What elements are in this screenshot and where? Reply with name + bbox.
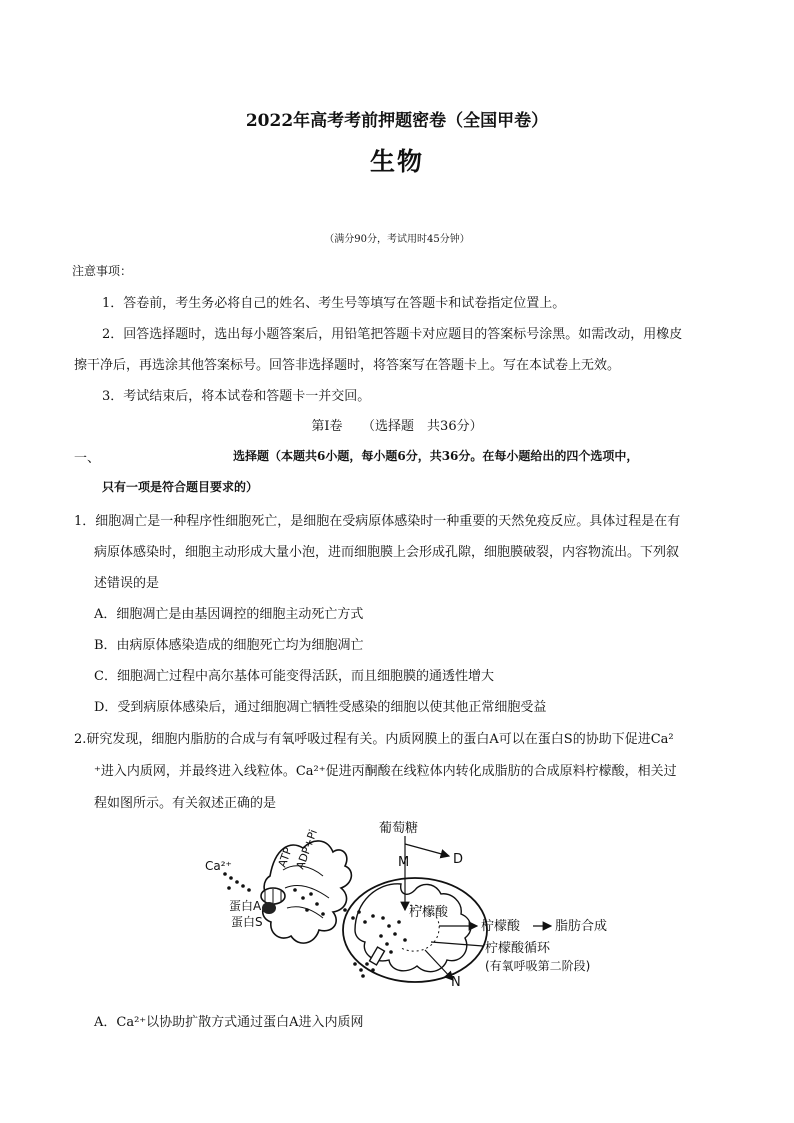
q1-stem: 病原体感染时，细胞主动形成大量小泡，进而细胞膜上会形成孔隙，细胞膜破裂，内容物流出。下列叙 (94, 545, 680, 560)
q2-stem: 2.研究发现，细胞内脂肪的合成与有氧呼吸过程有关。内质网膜上的蛋白A可以在蛋白S的协助下促进Ca² (74, 732, 674, 747)
label-ca: Ca²⁺ (205, 859, 232, 873)
q2-option-a: A．Ca²⁺以协助扩散方式通过蛋白A进入内质网 (94, 1015, 364, 1030)
q1-option-b: B．由病原体感染造成的细胞死亡均为细胞凋亡 (94, 638, 364, 653)
q2-stem: 程如图所示。有关叙述正确的是 (94, 796, 277, 811)
label-cycle-note: (有氧呼吸第二阶段) (485, 959, 591, 973)
notice-item: 3．考试结束后，将本试卷和答题卡一并交回。 (102, 389, 371, 404)
label-cycle: 柠檬酸循环 (485, 941, 551, 956)
label-glucose: 葡萄糖 (379, 821, 419, 836)
label-citrate-inside: 柠檬酸 (409, 905, 449, 920)
label-d: D (453, 852, 464, 867)
q1-option-d: D．受到病原体感染后，通过细胞凋亡牺牲受感染的细胞以使其他正常细胞受益 (94, 700, 547, 715)
section-title: 第Ⅰ卷 （选择题 共36分） (311, 419, 483, 434)
q1-stem: 1．细胞凋亡是一种程序性细胞死亡，是细胞在受病原体感染时一种重要的天然免疫反应。具体过程是在有 (74, 514, 681, 529)
exam-meta: （满分90分，考试用时45分钟） (324, 234, 470, 245)
notice-item: 1．答卷前，考生务必将自己的姓名、考生号等填写在答题卡和试卷指定位置上。 (102, 296, 566, 311)
label-citrate-out: 柠檬酸 (481, 919, 521, 934)
subject-title: 生物 (369, 147, 424, 176)
q1-option-c: C．细胞凋亡过程中高尔基体可能变得活跃，而且细胞膜的通透性增大 (94, 669, 494, 684)
notice-item: 2．回答选择题时，选出每小题答案后，用铅笔把答题卡对应题目的答案标号涂黑。如需改动，用橡皮 (102, 327, 683, 342)
mitochondrion-outer (343, 878, 487, 982)
mitochondria-diagram (195, 818, 615, 993)
section-intro: 选择题（本题共6小题，每小题6分，共36分。在每小题给出的四个选项中， (233, 449, 639, 463)
paper-title: 2022年高考考前押题密卷（全国甲卷） (245, 111, 549, 131)
label-m: M (398, 855, 410, 870)
q1-option-a: A．细胞凋亡是由基因调控的细胞主动死亡方式 (94, 607, 364, 622)
q1-stem: 述错误的是 (94, 576, 160, 591)
label-n: N (451, 975, 461, 990)
protein-s-shape (262, 902, 276, 914)
section-intro: 只有一项是符合题目要求的） (102, 480, 259, 494)
section-number: 一、 (74, 451, 101, 466)
label-fat: 脂肪合成 (555, 919, 608, 934)
q2-stem: ⁺进入内质网，并最终进入线粒体。Ca²⁺促进丙酮酸在线粒体内转化成脂肪的合成原料柠檬酸，相关过 (94, 764, 677, 779)
notice-item: 擦干净后，再选涂其他答案标号。回答非选择题时，将答案写在答题卡上。写在本试卷上无效。 (74, 358, 621, 373)
label-protein-s: 蛋白S (231, 915, 263, 929)
label-adp: ADP+Pi (293, 827, 320, 872)
notice-heading: 注意事项： (72, 264, 133, 278)
label-atp: ATP (275, 845, 295, 870)
label-protein-a: 蛋白A (229, 899, 262, 913)
